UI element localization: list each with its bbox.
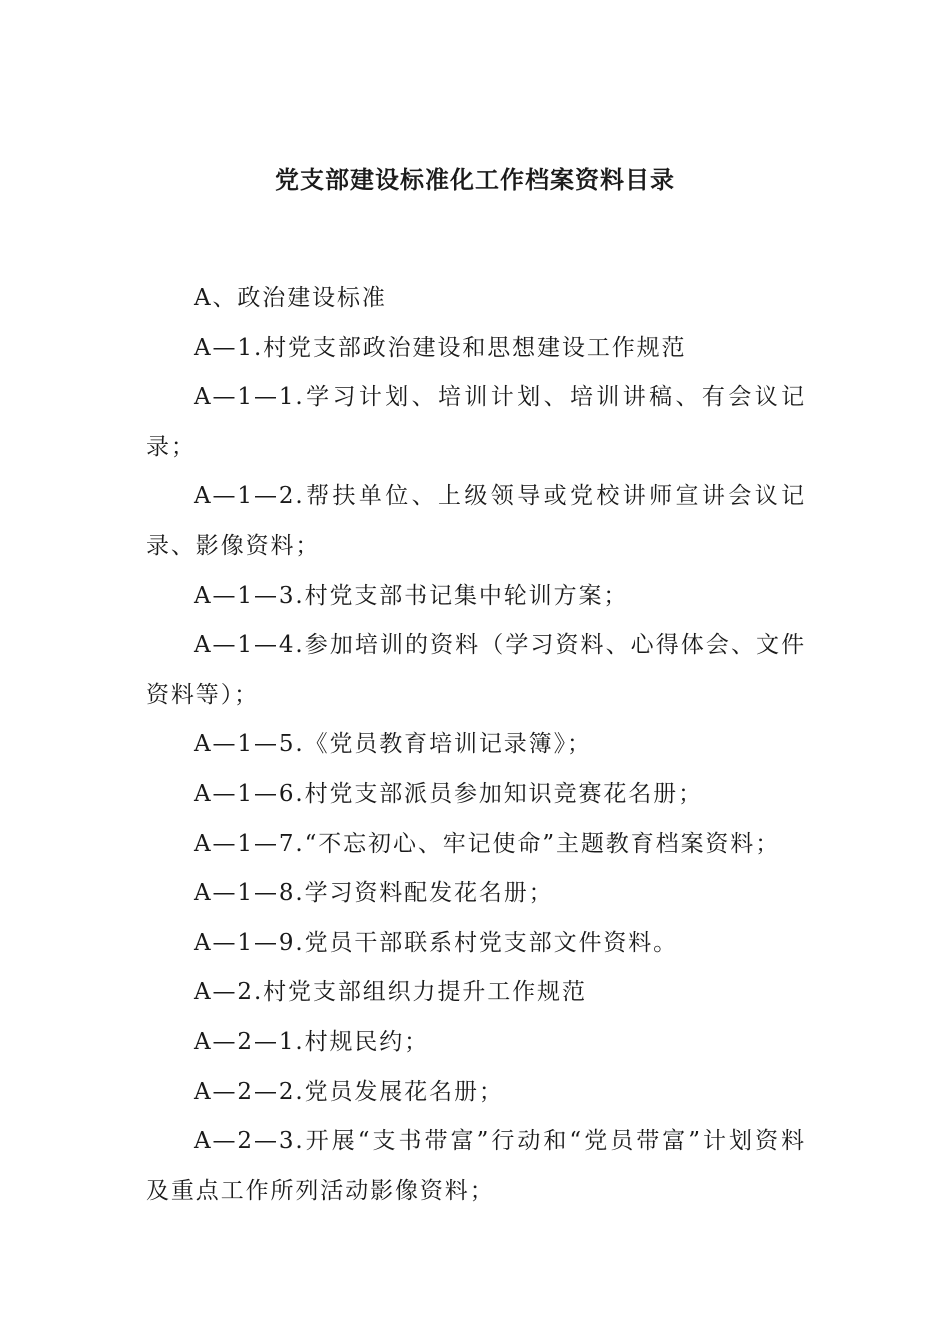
document-title: 党支部建设标准化工作档案资料目录 (275, 165, 675, 194)
list-item: A—2—2.党员发展花名册； (194, 1078, 504, 1105)
subsection-a-2: A—2.村党支部组织力提升工作规范 (194, 979, 587, 1006)
document-body (146, 274, 806, 1216)
list-item: A—1—3.村党支部书记集中轮训方案； (194, 582, 629, 609)
list-item: A—1—6.村党支部派员参加知识竞赛花名册； (194, 780, 703, 807)
list-item: A—1—8.学习资料配发花名册； (194, 880, 554, 907)
list-item: A—2—3.开展“支书带富”行动和“党员带富”计划资料及重点工作所列活动影像资料； (146, 1128, 806, 1204)
subsection-a-1: A—1.村党支部政治建设和思想建设工作规范 (194, 334, 687, 361)
section-heading-a: A、政治建设标准 (194, 285, 387, 311)
list-item: A—1—4.参加培训的资料（学习资料、心得体会、文件资料等）； (146, 632, 806, 708)
list-item: A—2—1.村规民约； (194, 1028, 430, 1055)
list-item: A—1—2.帮扶单位、上级领导或党校讲师宣讲会议记录、影像资料； (146, 483, 806, 559)
list-item: A—1—9.党员干部联系村党支部文件资料。 (194, 929, 679, 956)
list-item: A—1—1.学习计划、培训计划、培训讲稿、有会议记录； (146, 384, 806, 460)
list-item: A—1—7.“不忘初心、牢记使命”主题教育档案资料； (194, 830, 781, 857)
list-item: A—1—5.《党员教育培训记录簿》； (194, 731, 592, 758)
